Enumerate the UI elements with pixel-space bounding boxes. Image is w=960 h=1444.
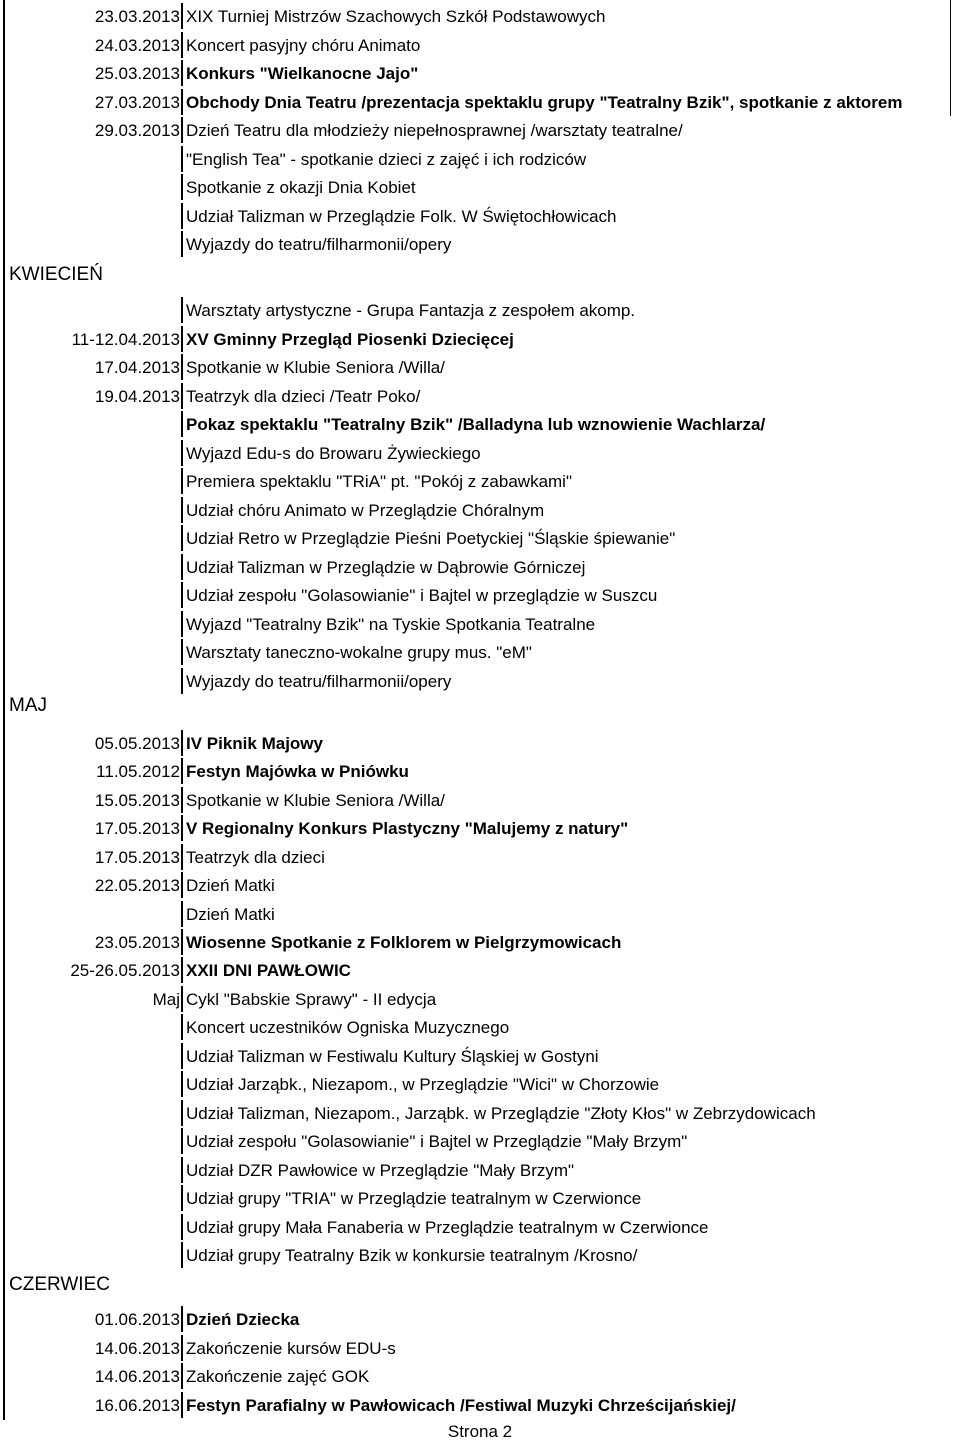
page-footer: Strona 2	[447, 1422, 513, 1441]
table-row	[0, 297, 960, 325]
cell-separator	[181, 1128, 183, 1154]
event-title: Cykl "Babskie Sprawy" - II edycja	[186, 990, 437, 1009]
event-title: Warsztaty taneczno-wokalne grupy mus. "eM"	[186, 643, 532, 662]
cell-separator	[181, 1214, 183, 1240]
table-row	[0, 758, 960, 786]
event-title: Festyn Parafialny w Pawłowicach /Festiwal Muzyki Chrześcijańskiej/	[186, 1396, 736, 1415]
table-row	[0, 497, 960, 525]
event-title: Udział DZR Pawłowice w Przeglądzie "Mały Brzym"	[186, 1161, 575, 1180]
table-row	[0, 1363, 960, 1391]
table-row	[0, 117, 960, 145]
event-title: XIX Turniej Mistrzów Szachowych Szkół Podstawowych	[186, 7, 606, 26]
cell-separator	[181, 844, 183, 870]
event-title: Pokaz spektaklu "Teatralny Bzik" /Balladyna lub wznowienie Wachlarza/	[186, 415, 766, 434]
event-title: Udział chóru Animato w Przeglądzie Chóralnym	[186, 501, 545, 520]
cell-separator	[181, 582, 183, 608]
cell-separator	[181, 1363, 183, 1389]
table-row	[0, 525, 960, 553]
cell-separator	[181, 957, 183, 983]
cell-separator	[181, 668, 183, 694]
cell-separator	[181, 639, 183, 665]
event-title: Udział Talizman w Przeglądzie Folk. W Świętochłowicach	[186, 207, 617, 226]
table-row	[0, 1214, 960, 1242]
month-heading: CZERWIEC	[9, 1274, 110, 1295]
cell-separator	[181, 383, 183, 409]
event-title: XV Gminny Przegląd Piosenki Dziecięcej	[186, 330, 514, 349]
event-title: Udział zespołu "Golasowianie" i Bajtel w przeglądzie w Suszcu	[186, 586, 658, 605]
cell-separator	[181, 411, 183, 437]
table-row	[0, 554, 960, 582]
table-row	[0, 957, 960, 985]
table-row	[0, 440, 960, 468]
event-title: IV Piknik Majowy	[186, 734, 323, 753]
table-row	[0, 787, 960, 815]
table-row	[0, 668, 960, 696]
cell-separator	[181, 440, 183, 466]
event-title: Wyjazdy do teatru/filharmonii/opery	[186, 672, 452, 691]
cell-separator	[181, 3, 183, 29]
cell-separator	[181, 146, 183, 172]
table-row	[0, 60, 960, 88]
cell-separator	[181, 1306, 183, 1332]
table-row	[0, 582, 960, 610]
cell-separator	[181, 60, 183, 86]
cell-separator	[181, 297, 183, 323]
month-heading: MAJ	[9, 695, 47, 716]
event-title: Dzień Dziecka	[186, 1310, 300, 1329]
cell-separator	[181, 758, 183, 784]
event-date: 14.06.2013	[94, 1367, 180, 1386]
event-date: 16.06.2013	[94, 1396, 180, 1415]
table-row	[0, 639, 960, 667]
event-date: Maj	[152, 990, 180, 1009]
event-title: V Regionalny Konkurs Plastyczny "Malujemy z natury"	[186, 819, 629, 838]
table-row	[0, 411, 960, 439]
table-row	[0, 174, 960, 202]
event-title: "English Tea" - spotkanie dzieci z zajęć i ich rodziców	[186, 150, 587, 169]
event-title: Udział grupy Teatralny Bzik w konkursie teatralnym /Krosno/	[186, 1246, 638, 1265]
event-date: 17.04.2013	[94, 358, 180, 377]
cell-separator	[181, 1335, 183, 1361]
table-row	[0, 1100, 960, 1128]
event-title: Festyn Majówka w Pniówku	[186, 762, 409, 781]
cell-separator	[181, 468, 183, 494]
table-row	[0, 815, 960, 843]
cell-separator	[181, 1043, 183, 1069]
cell-separator	[181, 872, 183, 898]
table-row	[0, 3, 960, 31]
cell-separator	[181, 174, 183, 200]
table-row	[0, 1014, 960, 1042]
table-row	[0, 468, 960, 496]
table-row	[0, 872, 960, 900]
table-row	[0, 89, 960, 117]
event-title: Udział Talizman, Niezapom., Jarząbk. w Przeglądzie "Złoty Kłos" w Zebrzydowicach	[186, 1104, 816, 1123]
cell-separator	[181, 730, 183, 756]
event-title: Udział Talizman w Festiwalu Kultury Śląskiej w Gostyni	[186, 1047, 599, 1066]
event-title: Udział grupy Mała Fanaberia w Przeglądzie teatralnym w Czerwionce	[186, 1218, 709, 1237]
event-title: Dzień Matki	[186, 876, 275, 895]
table-row	[0, 1043, 960, 1071]
cell-separator	[181, 1100, 183, 1126]
cell-separator	[181, 354, 183, 380]
event-title: Zakończenie zajęć GOK	[186, 1367, 370, 1386]
table-row	[0, 1185, 960, 1213]
cell-separator	[181, 1242, 183, 1268]
table-row	[0, 730, 960, 758]
event-date: 19.04.2013	[94, 387, 180, 406]
cell-separator	[181, 787, 183, 813]
event-date: 24.03.2013	[94, 36, 180, 55]
event-title: Premiera spektaklu "TRiA" pt. "Pokój z zabawkami"	[186, 472, 572, 491]
event-title: Koncert uczestników Ogniska Muzycznego	[186, 1018, 510, 1037]
cell-separator	[181, 89, 183, 115]
event-date: 17.05.2013	[94, 819, 180, 838]
event-date: 17.05.2013	[94, 848, 180, 867]
table-row	[0, 1306, 960, 1334]
cell-separator	[181, 611, 183, 637]
event-date: 23.03.2013	[94, 7, 180, 26]
cell-separator	[181, 1071, 183, 1097]
cell-separator	[181, 525, 183, 551]
cell-separator	[181, 231, 183, 257]
event-title: Wyjazd "Teatralny Bzik" na Tyskie Spotkania Teatralne	[186, 615, 596, 634]
event-title: Udział Talizman w Przeglądzie w Dąbrowie Górniczej	[186, 558, 586, 577]
event-title: Koncert pasyjny chóru Animato	[186, 36, 421, 55]
table-row	[0, 354, 960, 382]
table-row	[0, 901, 960, 929]
table-row	[0, 1335, 960, 1363]
event-title: XXII DNI PAWŁOWIC	[186, 961, 351, 980]
event-title: Obchody Dnia Teatru /prezentacja spektaklu grupy "Teatralny Bzik", spotkanie z aktorem	[186, 93, 903, 112]
event-title: Wyjazdy do teatru/filharmonii/opery	[186, 235, 452, 254]
cell-separator	[181, 326, 183, 352]
table-row	[0, 929, 960, 957]
cell-separator	[181, 929, 183, 955]
event-title: Udział grupy "TRIA" w Przeglądzie teatralnym w Czerwionce	[186, 1189, 642, 1208]
month-heading: KWIECIEŃ	[9, 264, 103, 285]
table-row	[0, 844, 960, 872]
table-row	[0, 986, 960, 1014]
event-date: 29.03.2013	[94, 121, 180, 140]
event-date: 11-12.04.2013	[71, 330, 180, 349]
cell-separator	[181, 497, 183, 523]
event-title: Zakończenie kursów EDU-s	[186, 1339, 396, 1358]
event-title: Udział Jarząbk., Niezapom., w Przeglądzie "Wici" w Chorzowie	[186, 1075, 660, 1094]
cell-separator	[181, 554, 183, 580]
event-title: Konkurs "Wielkanocne Jajo"	[186, 64, 419, 83]
event-title: Dzień Matki	[186, 905, 275, 924]
event-date: 15.05.2013	[94, 791, 180, 810]
cell-separator	[181, 901, 183, 927]
cell-separator	[181, 1392, 183, 1418]
table-row	[0, 146, 960, 174]
event-date: 25.03.2013	[94, 64, 180, 83]
event-date: 23.05.2013	[94, 933, 180, 952]
event-date: 01.06.2013	[94, 1310, 180, 1329]
event-title: Spotkanie w Klubie Seniora /Willa/	[186, 358, 445, 377]
table-row	[0, 326, 960, 354]
table-row	[0, 1071, 960, 1099]
table-row	[0, 1128, 960, 1156]
table-row	[0, 1242, 960, 1270]
table-row	[0, 32, 960, 60]
event-date: 25-26.05.2013	[70, 961, 180, 980]
cell-separator	[181, 1014, 183, 1040]
cell-separator	[181, 203, 183, 229]
event-title: Warsztaty artystyczne - Grupa Fantazja z zespołem akomp.	[186, 301, 636, 320]
cell-separator	[181, 1157, 183, 1183]
table-row	[0, 1157, 960, 1185]
table-row	[0, 383, 960, 411]
event-date: 05.05.2013	[94, 734, 180, 753]
event-date: 27.03.2013	[94, 93, 180, 112]
event-date: 14.06.2013	[94, 1339, 180, 1358]
cell-separator	[181, 815, 183, 841]
table-row	[0, 203, 960, 231]
event-title: Wiosenne Spotkanie z Folklorem w Pielgrzymowicach	[186, 933, 622, 952]
cell-separator	[181, 117, 183, 143]
cell-separator	[181, 32, 183, 58]
event-title: Spotkanie w Klubie Seniora /Willa/	[186, 791, 445, 810]
event-title: Wyjazd Edu-s do Browaru Żywieckiego	[186, 444, 481, 463]
event-title: Spotkanie z okazji Dnia Kobiet	[186, 178, 416, 197]
event-title: Dzień Teatru dla młodzieży niepełnosprawnej /warsztaty teatralne/	[186, 121, 683, 140]
event-date: 11.05.2012	[96, 762, 180, 781]
table-row	[0, 1392, 960, 1420]
cell-separator	[181, 986, 183, 1012]
event-title: Teatrzyk dla dzieci /Teatr Poko/	[186, 387, 421, 406]
event-title: Udział zespołu "Golasowianie" i Bajtel w Przeglądzie "Mały Brzym"	[186, 1132, 688, 1151]
event-title: Teatrzyk dla dzieci	[186, 848, 325, 867]
cell-separator	[181, 1185, 183, 1211]
table-row	[0, 231, 960, 259]
event-date: 22.05.2013	[94, 876, 180, 895]
table-row	[0, 611, 960, 639]
event-title: Udział Retro w Przeglądzie Pieśni Poetyckiej "Śląskie śpiewanie"	[186, 529, 676, 548]
